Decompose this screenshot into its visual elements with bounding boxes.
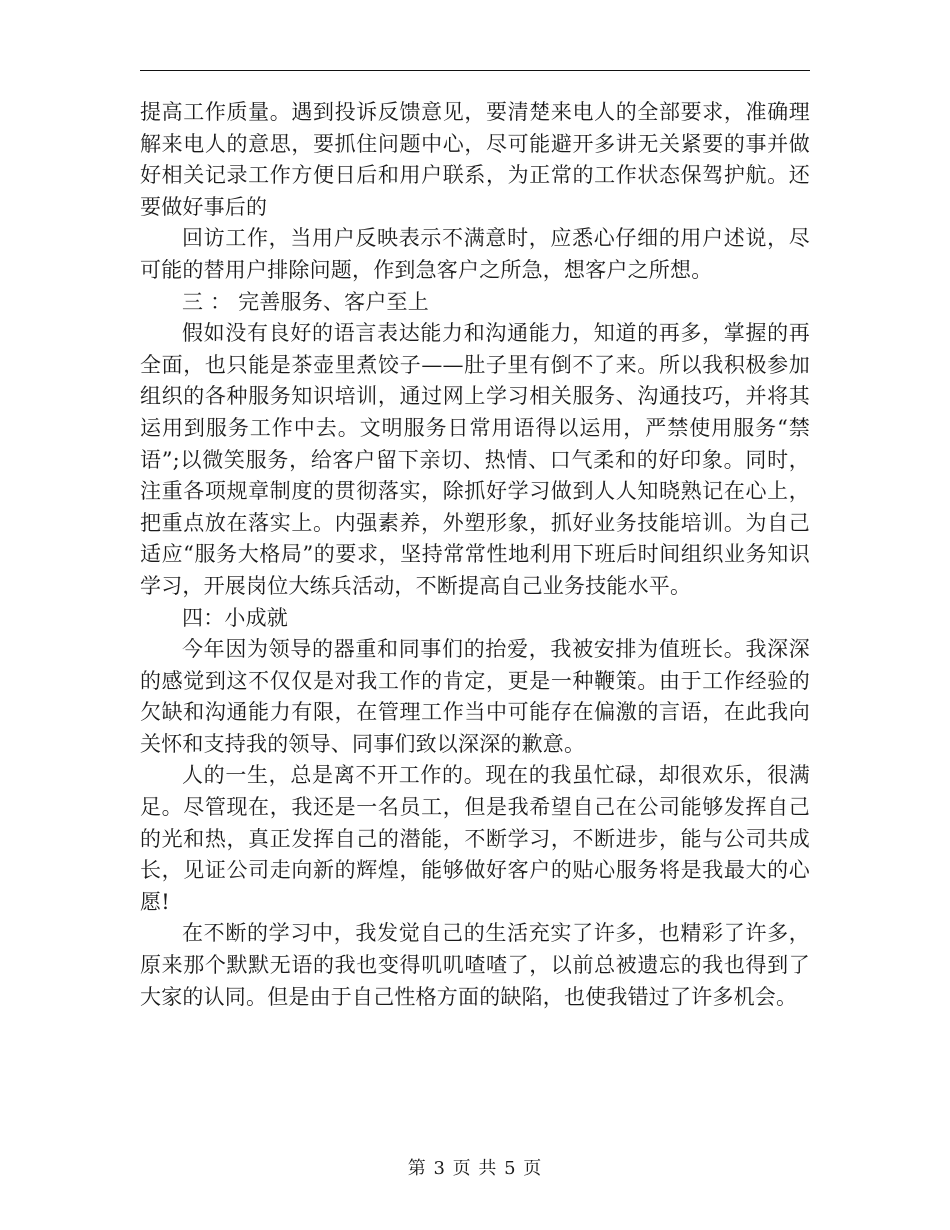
paragraph-life: 人的一生，总是离不开工作的。现在的我虽忙碌，却很欢乐，很满足。尽管现在，我还是一名员工，但是我希望自己在公司能够发挥自己的光和热，真正发挥自己的潜能，不断学习，不断进步，能与公司共成长，见证公司走向新的辉煌，能够做好客户的贴心服务将是我最大的心愿! <box>140 763 810 914</box>
paragraph-service: 假如没有良好的语言表达能力和沟通能力，知道的再多，掌握的再全面，也只能是茶壶里煮饺子——肚子里有倒不了来。所以我积极参加组织的各种服务知识培训，通过网上学习相关服务、沟通技巧，并将其运用到服务工作中去。文明服务日常用语得以运用，严禁使用服务“禁语”;以微笑服务，给客户留下亲切、热情、口气柔和的好印象。同时，注重各项规章制度的贯彻落实，除抓好学习做到人人知晓熟记在心上，把重点放在落实上。内强素养，外塑形象，抓好业务技能培训。为自己适应“服务大格局”的要求，坚持常常性地利用下班后时间组织业务知识学习，开展岗位大练兵活动，不断提高自己业务技能水平。 <box>140 321 810 598</box>
section-heading-3: 三 ： 完善服务、客户至上 <box>182 289 429 314</box>
paragraph-learning: 在不断的学习中，我发觉自己的生活充实了许多，也精彩了许多，原来那个默默无语的我也变得叽叽喳喳了，以前总被遗忘的我也得到了大家的认同。但是由于自己性格方面的缺陷，也使我错过了许多机会。 <box>140 921 810 1009</box>
section-heading-4: 四：小成就 <box>182 605 288 630</box>
header-rule <box>140 70 810 71</box>
page-number-footer: 第 3 页 共 5 页 <box>407 1158 543 1179</box>
paragraph-follow-up: 回访工作，当用户反映表示不满意时，应悉心仔细的用户述说，尽可能的替用户排除问题，作到急客户之所急，想客户之所想。 <box>140 226 810 282</box>
paragraph-achievement: 今年因为领导的器重和同事们的抬爱，我被安排为值班长。我深深的感觉到这不仅仅是对我工作的肯定，更是一种鞭策。由于工作经验的欠缺和沟通能力有限，在管理工作当中可能存在偏激的言语，在此我向关怀和支持我的领导、同事们致以深深的歉意。 <box>140 637 810 756</box>
document-body <box>140 97 810 1013</box>
paragraph-continuation: 提高工作质量。遇到投诉反馈意见，要清楚来电人的全部要求，准确理解来电人的意思，要抓住问题中心，尽可能避开多讲无关紧要的事并做好相关记录工作方便日后和用户联系，为正常的工作状态保驾护航。还要做好事后的 <box>140 100 810 219</box>
